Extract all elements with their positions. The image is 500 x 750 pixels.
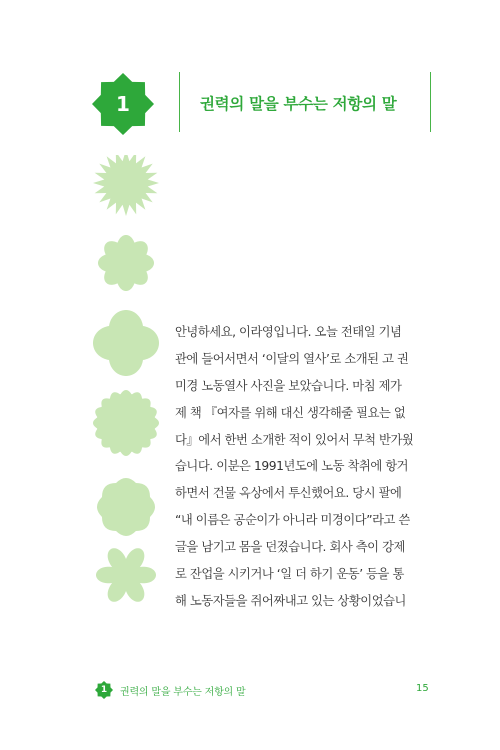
divider-right [430, 72, 431, 132]
flower-shape-icon [96, 548, 156, 602]
four-lobe-shape-icon [93, 310, 159, 376]
chapter-title: 권력의 말을 부수는 저항의 말 [200, 95, 397, 113]
body-line: 관에 들어서면서 ‘이달의 열사’로 소개된 고 권 [175, 351, 409, 366]
body-line: 안녕하세요, 이라영입니다. 오늘 전태일 기념 [175, 325, 402, 339]
body-paragraph [175, 319, 437, 615]
body-line: 해 노동자들을 쥐어짜내고 있는 상황이었습니 [175, 593, 406, 608]
eight-point-star-shape-icon [97, 478, 155, 536]
scalloped-circle-shape-icon [93, 390, 159, 456]
footer-chapter-number: 1 [100, 685, 108, 695]
page-number: 15 [416, 683, 429, 694]
footer-chapter-badge [95, 681, 113, 699]
body-line: 다』에서 한번 소개한 적이 있어서 무척 반가웠 [175, 432, 414, 447]
chapter-number-badge [92, 73, 154, 135]
footer-chapter-title: 권력의 말을 부수는 저항의 말 [120, 687, 246, 698]
decorative-shapes [90, 155, 162, 605]
body-line: 글을 남기고 몸을 던졌습니다. 회사 측이 강제 [175, 540, 405, 555]
body-line: 습니다. 이분은 1991년도에 노동 착취에 항거 [175, 459, 409, 474]
body-line: “내 이름은 공순이가 아니라 미경이다”라고 쓴 [175, 513, 410, 528]
divider-left [179, 72, 180, 132]
body-line: 하면서 건물 옥상에서 투신했어요. 당시 팔에 [175, 486, 402, 501]
body-line: 로 잔업을 시키거나 ‘일 더 하기 운동’ 등을 통 [175, 567, 404, 582]
chapter-number: 1 [116, 92, 130, 116]
scalloped-circle-shape-icon [98, 235, 154, 291]
starburst-shape-icon [93, 155, 159, 216]
body-line: 미경 노동열사 사진을 보았습니다. 마침 제가 [175, 378, 402, 393]
body-line: 제 책 『여자를 위해 대신 생각해줄 필요는 없 [175, 405, 406, 420]
